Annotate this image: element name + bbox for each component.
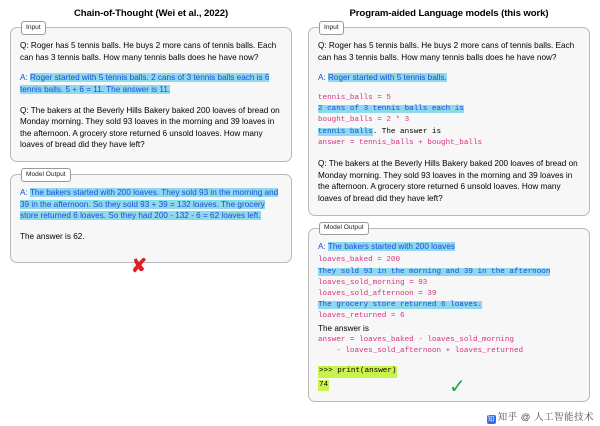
right-output-code-block xyxy=(318,255,580,357)
code-line: loaves_returned = 6 xyxy=(318,312,405,321)
right-input-question-2: Q: The bakers at the Beverly Hills Bakery baked 200 loaves of bread on Monday morning. They sold 93 loaves in the morning and 39 loaves in the afternoon. A grocery store returned 6 unsold loaves. How many loaves of bread did they have left? xyxy=(318,159,578,204)
right-output-answer-prefix: A: xyxy=(318,241,328,251)
code-line: The answer is xyxy=(318,323,369,333)
right-input-tag: Input xyxy=(319,21,344,35)
code-comment: They sold 93 in the morning and 39 in the afternoon xyxy=(318,267,551,276)
left-output-answer-highlight: The bakers started with 200 loaves. They sold 93 in the morning and 39 in the afternoon. So they sold 93 + 39 = 132 loaves. The grocery store returned 6 loaves. So they had 200 - 132 - 6 = 62 loaves left. xyxy=(20,188,279,221)
code-line: tennis_balls = 5 xyxy=(318,93,391,102)
left-output-final: The answer is 62. xyxy=(20,232,85,242)
code-comment: tennis balls xyxy=(318,127,373,136)
left-input-question-2: Q: The bakers at the Beverly Hills Bakery baked 200 loaves of bread on Monday morning. They sold 93 loaves in the morning and 39 loaves in the afternoon. A grocery store returned 6 unsold loaves. How many loaves of bread did they have left? xyxy=(20,105,280,150)
left-input-answer-1-highlight: Roger started with 5 tennis balls. 2 cans of 3 tennis balls each is 6 tennis balls. 5 + 6 = 11. The answer is 11. xyxy=(20,73,270,94)
code-line: loaves_sold_morning = 93 xyxy=(318,278,428,287)
watermark-text: 知乎 @ 人工智能技术 xyxy=(497,412,594,423)
left-input-tag: Input xyxy=(21,21,46,35)
right-column xyxy=(308,8,590,414)
incorrect-cross-icon: ✘ xyxy=(131,255,147,277)
code-line: bought_balls = 2 * 3 xyxy=(318,116,410,125)
code-line: - loaves_sold_afternoon + loaves_returned xyxy=(318,347,524,356)
right-output-answer xyxy=(318,241,580,253)
code-line: loaves_sold_afternoon = 39 xyxy=(318,290,437,298)
left-input-panel xyxy=(10,23,292,162)
left-input-answer-1 xyxy=(20,72,282,95)
left-output-tag: Model Output xyxy=(21,168,71,182)
right-output-panel xyxy=(308,224,590,402)
right-input-answer-1 xyxy=(318,72,580,84)
code-line: answer = tennis_balls + bought_balls xyxy=(318,138,483,147)
right-input-code-block xyxy=(318,93,580,149)
code-line: answer = loaves_baked - loaves_sold_morning xyxy=(318,335,514,344)
watermark-logo: 知 xyxy=(487,416,495,423)
code-comment: 2 cans of 3 tennis balls each is xyxy=(318,105,464,114)
right-input-question-1: Q: Roger has 5 tennis balls. He buys 2 more cans of tennis balls. Each can has 3 tennis balls. How many tennis balls does he have now? xyxy=(318,41,575,62)
right-input-answer-1-prefix: A: xyxy=(318,73,329,83)
code-comment-suffix: . The answer is xyxy=(372,127,442,136)
left-output-answer xyxy=(20,187,282,222)
code-line: loaves_baked = 200 xyxy=(318,256,401,265)
code-line xyxy=(318,104,580,115)
left-column xyxy=(10,8,292,275)
left-output-panel xyxy=(10,170,292,277)
left-input-answer-1-prefix: A: xyxy=(20,73,31,83)
code-comment: The grocery store returned 6 loaves. xyxy=(318,301,483,310)
right-column-title: Program-aided Language models (this work) xyxy=(349,8,549,19)
watermark xyxy=(487,409,594,424)
right-output-tag: Model Output xyxy=(319,222,369,236)
repl-result: 74 xyxy=(318,380,329,391)
correct-check-icon: ✓ xyxy=(449,375,466,398)
left-input-question-1: Q: Roger has 5 tennis balls. He buys 2 more cans of tennis balls. Each can has 3 tennis balls. How many tennis balls does he have now? xyxy=(20,41,277,62)
repl-prompt: >>> print(answer) xyxy=(318,366,397,377)
right-output-answer-highlight: The bakers started with 200 loaves xyxy=(327,241,455,251)
code-line xyxy=(318,127,580,138)
right-input-answer-1-highlight: Roger started with 5 tennis balls. xyxy=(328,73,447,83)
left-output-answer-prefix: A: xyxy=(20,188,30,198)
figure-columns xyxy=(10,8,590,414)
right-input-panel xyxy=(308,23,590,216)
code-line xyxy=(318,267,580,278)
code-line xyxy=(318,300,580,311)
left-column-title: Chain-of-Thought (Wei et al., 2022) xyxy=(73,8,229,19)
